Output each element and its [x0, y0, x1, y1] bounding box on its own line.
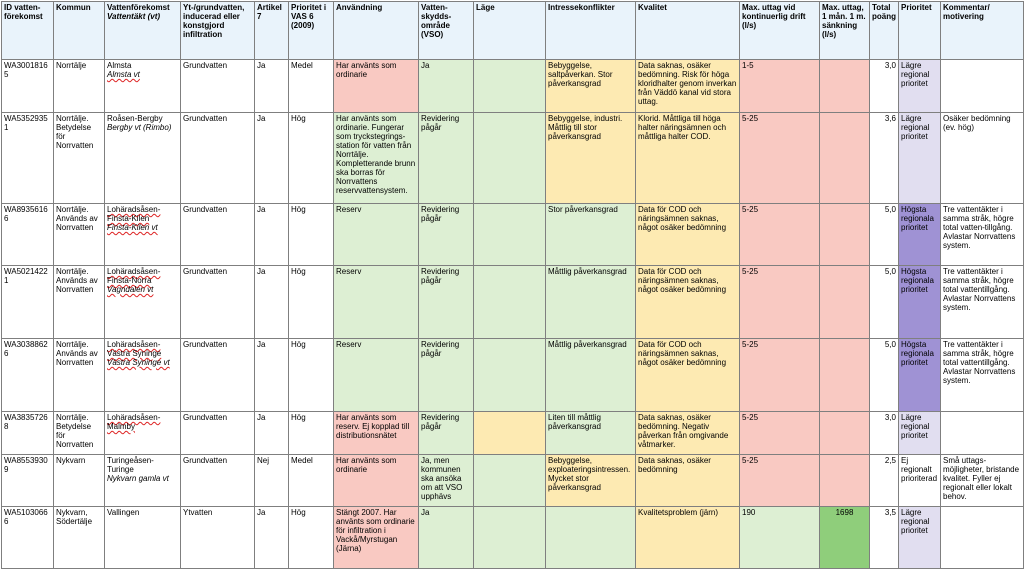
cell-anvandning: Reserv — [334, 266, 419, 339]
cell-vattenforekomst — [105, 455, 181, 507]
cell-kommun: Nykvarn, Södertälje — [54, 507, 105, 569]
cell-intressekonflikter: Stor påverkansgrad — [546, 204, 636, 266]
col-header-kvalitet: Kvalitet — [636, 2, 740, 60]
cell-total-poang: 5,0 — [870, 204, 899, 266]
cell-kvalitet: Data för COD och näringsämnen saknas, något osäker bedömning — [636, 204, 740, 266]
cell-vattenforekomst — [105, 412, 181, 455]
cell-max-1man — [820, 412, 870, 455]
table-row — [2, 455, 1024, 507]
cell-lage — [474, 204, 546, 266]
cell-prioritet: Ej regionalt prioriterad — [899, 455, 941, 507]
cell-vattenforekomst — [105, 204, 181, 266]
cell-typ: Grundvatten — [181, 113, 255, 204]
cell-prioritet: Högsta regionala prioritet — [899, 339, 941, 412]
col-header-vattenforekomst-main: Vattenförekomst — [107, 3, 170, 12]
cell-kommentar: Tre vattentäkter i samma stråk, högre total vattentillgång. Avlastar Norrvattens system. — [941, 266, 1024, 339]
cell-lage — [474, 412, 546, 455]
col-header-total-poang: Total poäng — [870, 2, 899, 60]
cell-anvandning: Har använts som ordinarie — [334, 60, 419, 113]
cell-typ: Grundvatten — [181, 266, 255, 339]
cell-intressekonflikter: Måttlig påverkansgrad — [546, 266, 636, 339]
col-header-vso: Vatten-skydds-område (VSO) — [419, 2, 474, 60]
cell-intressekonflikter: Måttlig påverkansgrad — [546, 339, 636, 412]
cell-lage — [474, 113, 546, 204]
cell-prioritet-vas: Medel — [289, 60, 334, 113]
cell-kvalitet: Data för COD och näringsämnen saknas, något osäker bedömning — [636, 339, 740, 412]
cell-vso: Ja — [419, 60, 474, 113]
cell-prioritet: Högsta regionala prioritet — [899, 266, 941, 339]
water-sources-table — [1, 1, 1024, 569]
col-header-prioritet: Prioritet — [899, 2, 941, 60]
cell-vattenforekomst — [105, 113, 181, 204]
cell-intressekonflikter — [546, 507, 636, 569]
table-row — [2, 412, 1024, 455]
cell-vattenforekomst — [105, 60, 181, 113]
cell-vattentakt-name: Västra Syninge vt — [107, 358, 170, 367]
col-header-typ: Yt-/grundvatten, inducerad eller konstgjord infiltration — [181, 2, 255, 60]
cell-artikel: Ja — [255, 113, 289, 204]
cell-id: WA89356166 — [2, 204, 54, 266]
cell-kvalitet: Data saknas, osäker bedömning — [636, 455, 740, 507]
col-header-id: ID vatten-förekomst — [2, 2, 54, 60]
cell-kvalitet: Data saknas, osäker bedömning. Negativ påverkan från omgivande våtmarker. — [636, 412, 740, 455]
cell-anvandning: Reserv — [334, 204, 419, 266]
cell-kommun: Norrtälje. Används av Norrvatten — [54, 339, 105, 412]
cell-anvandning: Stängt 2007. Har använts som ordinarie för infiltration i Vackå/Myrstugan (Järna) — [334, 507, 419, 569]
cell-prioritet-vas: Medel — [289, 455, 334, 507]
cell-max-1man: 1698 — [820, 507, 870, 569]
cell-vattenforekomst-name: Lohäradsåsen-Västra Syninge — [107, 340, 162, 358]
cell-anvandning: Har använts som ordinarie. Fungerar som tryckstegrings-station för vatten från Norrtälje. Kompletterande brunn ska borras för Norrvattens reservvattensystem. — [334, 113, 419, 204]
cell-prioritet: Högsta regionala prioritet — [899, 204, 941, 266]
cell-intressekonflikter: Bebyggelse, industri. Måttlig till stor påverkansgrad — [546, 113, 636, 204]
cell-kommentar: Tre vattentäkter i samma stråk, högre total vattentillgång. Avlastar Norrvattens system. — [941, 339, 1024, 412]
cell-kvalitet: Data för COD och näringsämnen saknas, något osäker bedömning — [636, 266, 740, 339]
cell-total-poang: 3,0 — [870, 60, 899, 113]
cell-vso: Revidering pågår — [419, 339, 474, 412]
cell-max-kontinuerlig: 1-5 — [740, 60, 820, 113]
col-header-lage: Läge — [474, 2, 546, 60]
cell-total-poang: 3,5 — [870, 507, 899, 569]
cell-vattenforekomst — [105, 507, 181, 569]
cell-vso: Revidering pågår — [419, 204, 474, 266]
cell-vattenforekomst-name: Turingeåsen-Turinge — [107, 456, 154, 474]
cell-total-poang: 3,0 — [870, 412, 899, 455]
table-row — [2, 113, 1024, 204]
cell-kvalitet: Klorid. Måttliga till höga halter näringsämnen och måttliga halter COD. — [636, 113, 740, 204]
cell-max-1man — [820, 339, 870, 412]
col-header-kommun: Kommun — [54, 2, 105, 60]
cell-kommun: Norrtälje. Betydelse för Norrvatten — [54, 113, 105, 204]
cell-max-kontinuerlig: 5-25 — [740, 204, 820, 266]
cell-id: WA51030666 — [2, 507, 54, 569]
cell-vattenforekomst-name: Roåsen-Bergby — [107, 114, 163, 123]
cell-lage — [474, 339, 546, 412]
table-row — [2, 266, 1024, 339]
cell-prioritet: Lägre regional prioritet — [899, 60, 941, 113]
cell-kommun: Norrtälje. Används av Norrvatten — [54, 204, 105, 266]
cell-kommentar — [941, 60, 1024, 113]
cell-vattenforekomst-name: Lohäradsåsen-Finsta-Kilen — [107, 205, 161, 223]
cell-prioritet: Lägre regional prioritet — [899, 113, 941, 204]
cell-vattenforekomst — [105, 266, 181, 339]
cell-kommentar — [941, 507, 1024, 569]
cell-max-kontinuerlig: 5-25 — [740, 455, 820, 507]
col-header-vattenforekomst — [105, 2, 181, 60]
cell-lage — [474, 60, 546, 113]
cell-total-poang: 5,0 — [870, 266, 899, 339]
col-header-max-kontinuerlig: Max. uttag vid kontinuerlig drift (l/s) — [740, 2, 820, 60]
cell-vattentakt-name: Almsta vt — [107, 70, 140, 79]
cell-artikel: Nej — [255, 455, 289, 507]
cell-prioritet-vas: Hög — [289, 266, 334, 339]
cell-id: WA30388626 — [2, 339, 54, 412]
cell-id: WA50214221 — [2, 266, 54, 339]
cell-artikel: Ja — [255, 60, 289, 113]
cell-max-1man — [820, 455, 870, 507]
cell-prioritet: Lägre regional prioritet — [899, 507, 941, 569]
cell-vso: Revidering pågår — [419, 266, 474, 339]
cell-total-poang: 3,6 — [870, 113, 899, 204]
cell-total-poang: 5,0 — [870, 339, 899, 412]
cell-max-1man — [820, 266, 870, 339]
col-header-anvandning: Användning — [334, 2, 419, 60]
cell-vso: Ja — [419, 507, 474, 569]
col-header-kommentar: Kommentar/ motivering — [941, 2, 1024, 60]
cell-typ: Grundvatten — [181, 412, 255, 455]
cell-artikel: Ja — [255, 339, 289, 412]
cell-max-kontinuerlig: 5-25 — [740, 412, 820, 455]
cell-lage — [474, 507, 546, 569]
cell-vattentakt-name: Nykvarn gamla vt — [107, 474, 169, 483]
cell-intressekonflikter: Bebyggelse, exploateringsintressen. Mycket stor påverkansgrad — [546, 455, 636, 507]
cell-max-kontinuerlig: 190 — [740, 507, 820, 569]
cell-vattenforekomst-name: Lohäradsåsen-Malmby — [107, 413, 161, 431]
cell-anvandning: Reserv — [334, 339, 419, 412]
cell-artikel: Ja — [255, 266, 289, 339]
cell-vattenforekomst-name: Vallingen — [107, 508, 140, 517]
cell-prioritet-vas: Hög — [289, 412, 334, 455]
cell-typ: Grundvatten — [181, 60, 255, 113]
col-header-artikel: Artikel 7 — [255, 2, 289, 60]
cell-lage — [474, 455, 546, 507]
cell-kommentar: Små uttags-möjligheter, bristande kvalitet. Fyller ej regionalt eller lokalt behov. — [941, 455, 1024, 507]
cell-max-1man — [820, 60, 870, 113]
col-header-max-1man: Max. uttag, 1 mån. 1 m. sänkning (l/s) — [820, 2, 870, 60]
cell-typ: Grundvatten — [181, 339, 255, 412]
cell-artikel: Ja — [255, 507, 289, 569]
cell-vattenforekomst-name: Lohäradsåsen-Finsta-Norra — [107, 267, 161, 285]
cell-typ: Grundvatten — [181, 204, 255, 266]
cell-max-kontinuerlig: 5-25 — [740, 339, 820, 412]
cell-kommun: Norrtälje. Betydelse för Norrvatten — [54, 412, 105, 455]
col-header-prioritet-vas: Prioritet i VAS 6 (2009) — [289, 2, 334, 60]
cell-intressekonflikter: Bebyggelse, saltpåverkan. Stor påverkansgrad — [546, 60, 636, 113]
cell-total-poang: 2,5 — [870, 455, 899, 507]
cell-typ: Grundvatten — [181, 455, 255, 507]
cell-vattenforekomst-name: Almsta — [107, 61, 132, 70]
cell-id: WA38357268 — [2, 412, 54, 455]
cell-kommentar: Osäker bedömning (ev. hög) — [941, 113, 1024, 204]
cell-kommun: Norrtälje — [54, 60, 105, 113]
cell-kvalitet: Data saknas, osäker bedömning. Risk för höga kloridhalter genom inverkan från Väddö kanal vid stora uttag. — [636, 60, 740, 113]
cell-id: WA53529351 — [2, 113, 54, 204]
cell-anvandning: Har använts som ordinarie — [334, 455, 419, 507]
cell-vattentakt-name: Vagndalen vt — [107, 285, 154, 294]
cell-kommun: Nykvarn — [54, 455, 105, 507]
cell-kommentar: Tre vattentäkter i samma stråk, högre total vatten-tillgång. Avlastar Norrvattens system. — [941, 204, 1024, 266]
cell-max-1man — [820, 113, 870, 204]
table-row — [2, 507, 1024, 569]
cell-prioritet-vas: Hög — [289, 339, 334, 412]
cell-artikel: Ja — [255, 204, 289, 266]
cell-lage — [474, 266, 546, 339]
cell-prioritet-vas: Hög — [289, 507, 334, 569]
cell-kommun: Norrtälje. Används av Norrvatten — [54, 266, 105, 339]
col-header-intressekonflikter: Intressekonflikter — [546, 2, 636, 60]
cell-max-1man — [820, 204, 870, 266]
cell-intressekonflikter: Liten till måttlig påverkansgrad — [546, 412, 636, 455]
cell-prioritet: Lägre regional prioritet — [899, 412, 941, 455]
cell-kommentar — [941, 412, 1024, 455]
cell-vso: Ja, men kommunen ska ansöka om att VSO upphävs — [419, 455, 474, 507]
cell-prioritet-vas: Hög — [289, 113, 334, 204]
cell-vattenforekomst — [105, 339, 181, 412]
table-row — [2, 60, 1024, 113]
cell-artikel: Ja — [255, 412, 289, 455]
cell-anvandning: Har använts som reserv. Ej kopplad till distributionsnätet — [334, 412, 419, 455]
cell-kvalitet: Kvalitetsproblem (järn) — [636, 507, 740, 569]
table-row — [2, 204, 1024, 266]
cell-vattentakt-name: Bergby vt (Rimbo) — [107, 123, 172, 132]
cell-id: WA85539309 — [2, 455, 54, 507]
cell-prioritet-vas: Hög — [289, 204, 334, 266]
col-header-vattentakt: Vattentäkt (vt) — [107, 12, 161, 21]
cell-max-kontinuerlig: 5-25 — [740, 266, 820, 339]
cell-vattentakt-name: Finsta-Kilen vt — [107, 223, 158, 232]
cell-max-kontinuerlig: 5-25 — [740, 113, 820, 204]
table-row — [2, 339, 1024, 412]
cell-vso: Revidering pågår — [419, 412, 474, 455]
cell-typ: Ytvatten — [181, 507, 255, 569]
cell-vso: Revidering pågår — [419, 113, 474, 204]
header-row — [2, 2, 1024, 60]
cell-id: WA30018165 — [2, 60, 54, 113]
